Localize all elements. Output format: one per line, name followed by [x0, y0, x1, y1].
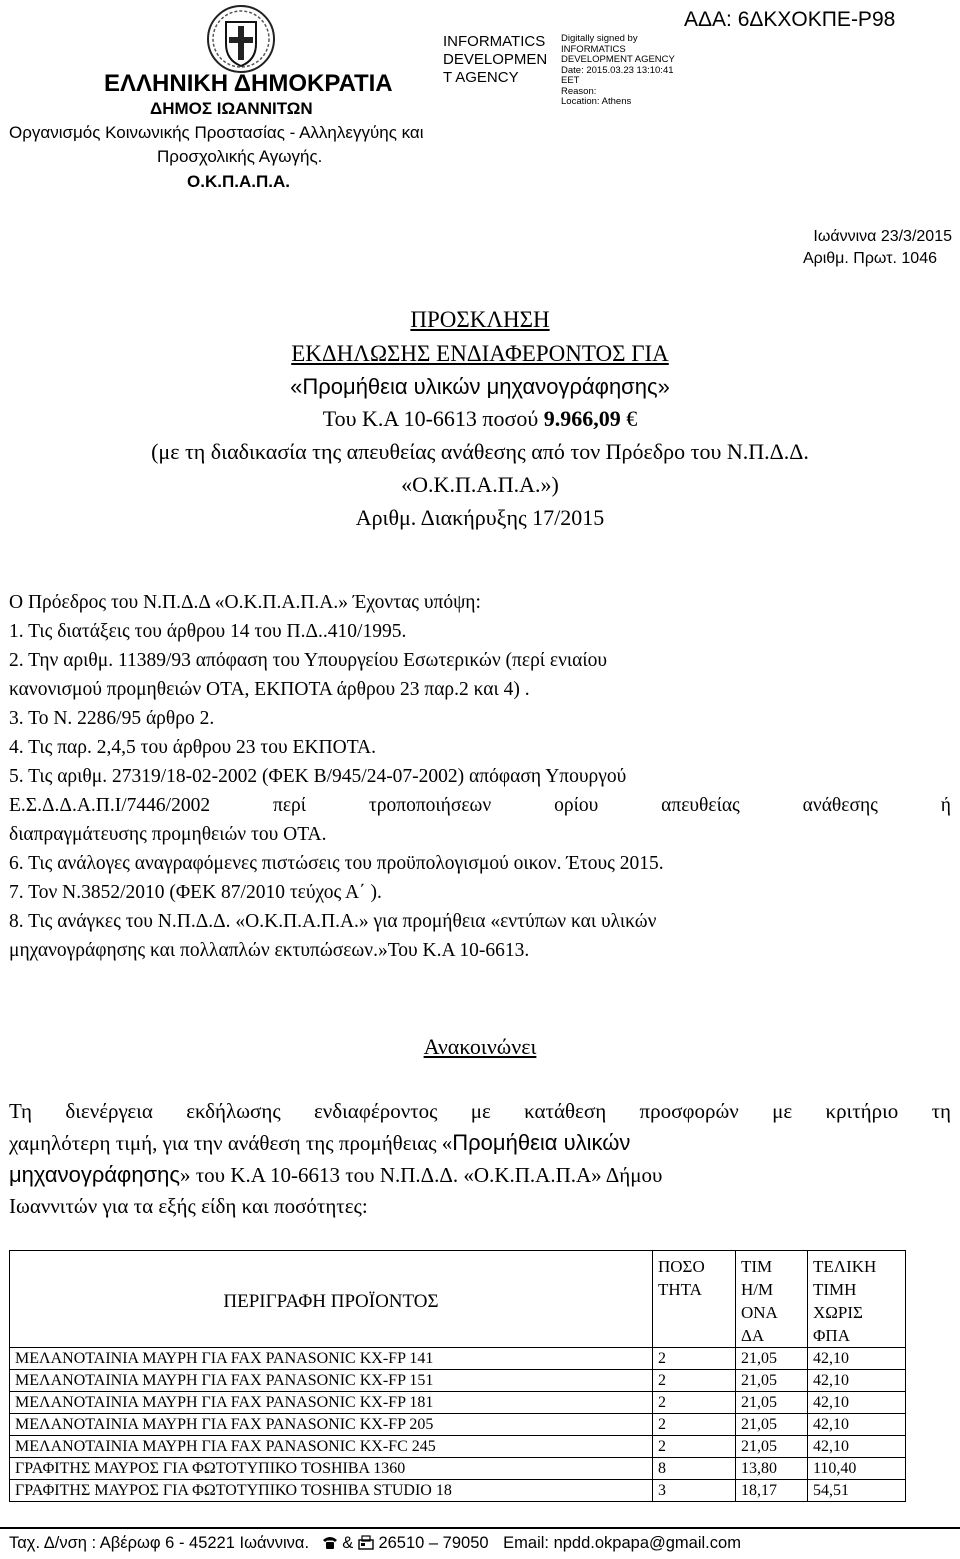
paragraph-line: μηχανογράφησης» του Κ.Α 10-6613 του Ν.Π.Δ.Δ. «Ο.Κ.Π.Α.Π.Α» Δήμου [9, 1162, 663, 1187]
body-text [9, 588, 951, 965]
subject-title: «Προμήθεια υλικών μηχανογράφησης» [290, 374, 670, 399]
signature-line: DEVELOPMENT AGENCY [561, 54, 675, 65]
paragraph-line: χαμηλότερη τιμή, για την ανάθεση της προμήθειας «Προμήθεια υλικών [9, 1130, 631, 1155]
consideration-item: 4. Τις παρ. 2,4,5 του άρθρου 23 του ΕΚΠΟΤΑ. [9, 737, 377, 758]
ada-code: ΑΔΑ: 6ΔΚΧΟΚΠΕ-Ρ98 [684, 8, 896, 31]
signature-line: INFORMATICS [561, 43, 626, 55]
table-row [10, 1414, 906, 1436]
item-quantity: 2 [653, 1392, 736, 1414]
table-row [10, 1370, 906, 1392]
footer-address: Ταχ. Δ/νση : Αβέρωφ 6 - 45221 Ιωάννινα. [9, 1534, 310, 1552]
item-total: 42,10 [808, 1436, 906, 1458]
table-row [10, 1392, 906, 1414]
item-description: ΓΡΑΦΙΤΗΣ ΜΑΥΡΟΣ ΓΙΑ ΦΩΤΟΤΥΠΙΚΟ TOSHIBA 1360 [10, 1458, 653, 1480]
table-header-row [10, 1251, 906, 1348]
item-description: ΜΕΛΑΝΟΤΑΙΝΙΑ ΜΑΥΡΗ ΓΙΑ FAX PANASONIC KX-FP 205 [10, 1414, 653, 1436]
protocol-number: Αριθμ. Πρωτ. 1046 [802, 250, 937, 267]
consideration-item: 8. Τις ανάγκες του Ν.Π.Δ.Δ. «Ο.Κ.Π.Α.Π.Α.» για προμήθεια «εντύπων και υλικών [9, 911, 657, 932]
organization-line-2: Προσχολικής Αγωγής. [157, 147, 323, 166]
item-total: 42,10 [808, 1370, 906, 1392]
item-total: 110,40 [808, 1458, 906, 1480]
item-description: ΓΡΑΦΙΤΗΣ ΜΑΥΡΟΣ ΓΙΑ ΦΩΤΟΤΥΠΙΚΟ TOSHIBA STUDIO 18 [10, 1480, 653, 1502]
item-description: ΜΕΛΑΝΟΤΑΙΝΙΑ ΜΑΥΡΗ ΓΙΑ FAX PANASONIC KX-FC 245 [10, 1436, 653, 1458]
item-quantity: 2 [653, 1414, 736, 1436]
signature-line: Location: Athens [561, 96, 632, 107]
signature-line: Reason: [561, 85, 597, 97]
title-heading: ΠΡΟΣΚΛΗΣΗ [410, 307, 550, 332]
items-table [9, 1250, 906, 1502]
budget-amount: 9.966,09 [543, 406, 621, 431]
footer-divider [0, 1527, 960, 1529]
footer-email: Email: npdd.okpapa@gmail.com [503, 1534, 741, 1552]
consideration-item: 3. Το Ν. 2286/95 άρθρο 2. [9, 708, 215, 729]
organization-line-1: Οργανισμός Κοινωνικής Προστασίας - Αλληλεγγύης και [9, 123, 424, 142]
consideration-item: διαπραγμάτευσης προμηθειών του ΟΤΑ. [9, 824, 327, 845]
table-row [10, 1436, 906, 1458]
header-quantity: ΠΟΣΟ ΤΗΤΑ [653, 1251, 736, 1348]
currency-symbol: € [620, 406, 638, 431]
title-block [0, 305, 960, 536]
footer-separator: & [342, 1534, 354, 1552]
consideration-item: Ε.Σ.Δ.Δ.Α.Π.Ι/7446/2002 περί τροποποιήσεων ορίου απευθείας ανάθεσης ή [9, 795, 951, 816]
item-total: 42,10 [808, 1392, 906, 1414]
item-unit-price: 21,05 [736, 1370, 808, 1392]
organization-quote: «Ο.Κ.Π.Α.Π.Α.») [401, 472, 559, 497]
intro-line: Ο Πρόεδρος του Ν.Π.Δ.Δ «Ο.Κ.Π.Α.Π.Α.» Έχοντας υπόψη: [9, 592, 481, 613]
item-quantity: 2 [653, 1370, 736, 1392]
fax-icon [358, 1534, 374, 1553]
consideration-item: 6. Τις ανάλογες αναγραφόμενες πιστώσεις του προϋπολογισμού οικον. Έτους 2015. [9, 853, 664, 874]
item-unit-price: 21,05 [736, 1436, 808, 1458]
budget-code-text: Του Κ.Α 10-6613 ποσού [322, 406, 544, 431]
item-quantity: 2 [653, 1436, 736, 1458]
footer-phone-numbers: 26510 – 79050 [378, 1534, 489, 1552]
item-total: 54,51 [808, 1480, 906, 1502]
item-unit-price: 13,80 [736, 1458, 808, 1480]
item-unit-price: 18,17 [736, 1480, 808, 1502]
item-description: ΜΕΛΑΝΟΤΑΙΝΙΑ ΜΑΥΡΗ ΓΙΑ FAX PANASONIC KX-FP 141 [10, 1348, 653, 1370]
item-total: 42,10 [808, 1348, 906, 1370]
place-date: Ιωάννινα 23/3/2015 [813, 228, 952, 245]
item-quantity: 8 [653, 1458, 736, 1480]
digital-signature-block [561, 34, 675, 108]
declaration-number: Αριθμ. Διακήρυξης 17/2015 [355, 505, 605, 530]
item-quantity: 3 [653, 1480, 736, 1502]
consideration-item: 7. Τον Ν.3852/2010 (ΦΕΚ 87/2010 τεύχος Α΄ ). [9, 882, 382, 903]
organization-abbreviation: Ο.Κ.Π.Α.Π.Α. [187, 172, 290, 191]
signature-line: EET [561, 75, 580, 86]
item-description: ΜΕΛΑΝΟΤΑΙΝΙΑ ΜΑΥΡΗ ΓΙΑ FAX PANASONIC KX-FP 151 [10, 1370, 653, 1392]
signer-line: DEVELOPMEN [443, 51, 548, 68]
country-name: ΕΛΛΗΝΙΚΗ ΔΗΜΟΚΡΑΤΙΑ [104, 70, 393, 97]
item-unit-price: 21,05 [736, 1348, 808, 1370]
table-row [10, 1348, 906, 1370]
table-row [10, 1480, 906, 1502]
item-unit-price: 21,05 [736, 1392, 808, 1414]
title-subheading: ΕΚΔΗΛΩΣΗΣ ΕΝΔΙΑΦΕΡΟΝΤΟΣ ΓΙΑ [291, 341, 669, 366]
signer-line: T AGENCY [443, 69, 519, 86]
item-description: ΜΕΛΑΝΟΤΑΙΝΙΑ ΜΑΥΡΗ ΓΙΑ FAX PANASONIC KX-FP 181 [10, 1392, 653, 1414]
item-quantity: 2 [653, 1348, 736, 1370]
municipality-name: ΔΗΜΟΣ ΙΩΑΝΝΙΤΩΝ [150, 99, 313, 118]
signer-line: INFORMATICS [443, 33, 546, 50]
consideration-item: μηχανογράφησης και πολλαπλών εκτυπώσεων.»Του Κ.Α 10-6613. [9, 940, 530, 961]
signature-line: Date: 2015.03.23 13:10:41 [561, 64, 674, 76]
procedure-text: (με τη διαδικασία της απευθείας ανάθεσης από τον Πρόεδρο του Ν.Π.Δ.Δ. [151, 439, 809, 464]
paragraph-line: Ιωαννιτών για τα εξής είδη και ποσότητες: [9, 1194, 368, 1218]
item-unit-price: 21,05 [736, 1414, 808, 1436]
consideration-item: 2. Την αριθμ. 11389/93 απόφαση του Υπουργείου Εσωτερικών (περί ενιαίου [9, 650, 608, 671]
header-unit-price: ΤΙΜ Η/Μ ΟΝΑ ΔΑ [736, 1251, 808, 1348]
announcement-paragraph [9, 1096, 951, 1222]
phone-icon [322, 1534, 338, 1553]
signature-line: Digitally signed by [561, 33, 638, 44]
item-total: 42,10 [808, 1414, 906, 1436]
consideration-item: κανονισμού προμηθειών ΟΤΑ, ΕΚΠΟΤΑ άρθρου 23 παρ.2 και 4) . [9, 679, 530, 700]
header-total: ΤΕΛΙΚΗ ΤΙΜΗ ΧΩΡΙΣ ΦΠΑ [808, 1251, 906, 1348]
signer-name [443, 33, 547, 87]
announces-heading: Ανακοινώνει [423, 1034, 537, 1059]
footer [9, 1534, 741, 1553]
header-description: ΠΕΡΙΓΡΑΦΗ ΠΡΟΪΟΝΤΟΣ [10, 1251, 653, 1348]
coat-of-arms-icon [206, 4, 276, 74]
consideration-item: 5. Τις αριθμ. 27319/18-02-2002 (ΦΕΚ Β/945/24-07-2002) απόφαση Υπουργού [9, 766, 627, 787]
table-row [10, 1458, 906, 1480]
consideration-item: 1. Τις διατάξεις του άρθρου 14 του Π.Δ..410/1995. [9, 621, 407, 642]
paragraph-line: Τη διενέργεια εκδήλωσης ενδιαφέροντος με κατάθεση προσφορών με κριτήριο τη [9, 1099, 951, 1123]
